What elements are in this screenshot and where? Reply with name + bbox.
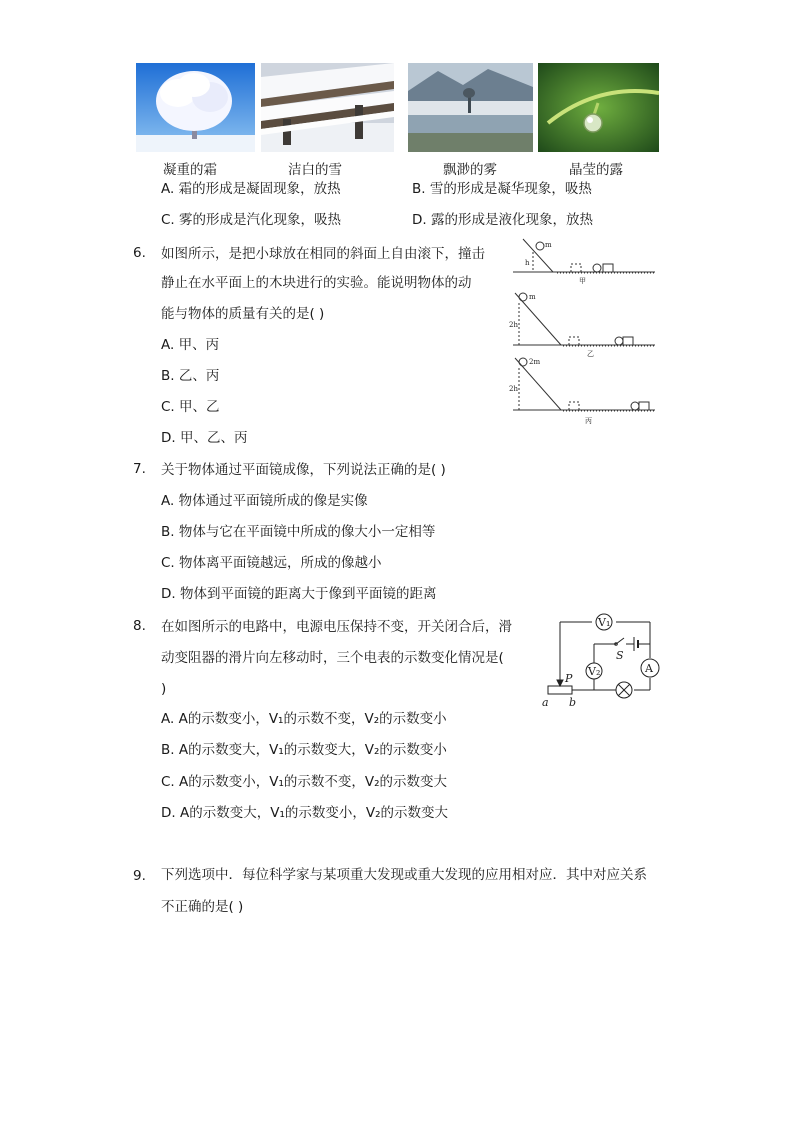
dew-caption: 晶莹的露	[569, 162, 623, 178]
circuit-diagram	[538, 612, 666, 710]
fog-caption: 飘渺的雾	[443, 162, 497, 178]
q8-number: 8.	[133, 618, 146, 634]
q8-stem-line2: 动变阻器的滑片向左移动时，三个电表的示数变化情况是(	[161, 650, 504, 666]
q7-option-d[interactable]: D. 物体到平面镜的距离大于像到平面镜的距离	[161, 586, 437, 602]
q5-option-a[interactable]: A. 霜的形成是凝固现象，放热	[161, 181, 341, 197]
q7-number: 7.	[133, 461, 146, 477]
q7-option-b[interactable]: B. 物体与它在平面镜中所成的像大小一定相等	[161, 524, 436, 540]
fog-lake-photo	[408, 63, 533, 152]
q6-stem-line2: 静止在水平面上的木块进行的实验。能说明物体的动	[161, 275, 472, 291]
fig-label-yi: 乙	[587, 350, 594, 358]
q9-stem-line1: 下列选项中．每位科学家与某项重大发现或重大发现的应用相对应．其中对应关系	[161, 867, 647, 883]
fig-label-2h-1: 2h	[509, 321, 518, 329]
v1-label: V₁	[598, 616, 611, 629]
q7-option-a[interactable]: A. 物体通过平面镜所成的像是实像	[161, 493, 368, 509]
frost-photo	[136, 63, 255, 152]
q6-option-a[interactable]: A. 甲、丙	[161, 337, 220, 353]
q8-option-c[interactable]: C. A的示数变小，V₁的示数不变，V₂的示数变大	[161, 774, 448, 790]
frost-caption: 凝重的霜	[163, 162, 217, 178]
snow-caption: 洁白的雪	[288, 162, 342, 178]
fig-label-m-1: m	[545, 241, 552, 249]
q8-option-a[interactable]: A. A的示数变小，V₁的示数不变，V₂的示数变小	[161, 711, 447, 727]
q5-option-d[interactable]: D. 露的形成是液化现象，放热	[412, 212, 593, 228]
q9-stem-line2: 不正确的是( )	[161, 899, 244, 915]
q7-stem: 关于物体通过平面镜成像，下列说法正确的是( )	[161, 462, 446, 478]
fig-label-jia: 甲	[579, 277, 586, 285]
fig-label-2h-2: 2h	[509, 385, 518, 393]
q7-option-c[interactable]: C. 物体离平面镜越远，所成的像越小	[161, 555, 382, 571]
q5-option-c[interactable]: C. 雾的形成是汽化现象，吸热	[161, 212, 342, 228]
snow-bench-photo	[261, 63, 394, 152]
slider-label-p: P	[565, 672, 573, 685]
dew-photo	[538, 63, 659, 152]
q6-option-b[interactable]: B. 乙、丙	[161, 368, 220, 384]
fig-label-h: h	[525, 259, 530, 267]
q6-stem-line1: 如图所示，是把小球放在相同的斜面上自由滚下，撞击	[161, 246, 485, 262]
endpoint-a: a	[542, 696, 549, 709]
q9-number: 9.	[133, 868, 146, 884]
q6-stem-line3: 能与物体的质量有关的是( )	[161, 306, 325, 322]
q8-stem-line3: )	[161, 681, 167, 697]
q6-number: 6.	[133, 245, 146, 261]
endpoint-b: b	[569, 696, 577, 709]
q8-stem-line1: 在如图所示的电路中，电源电压保持不变，开关闭合后，滑	[161, 619, 512, 635]
switch-label: S	[616, 649, 624, 662]
v2-label: V₂	[588, 665, 601, 678]
fig-label-m-2: m	[529, 293, 536, 301]
q8-option-b[interactable]: B. A的示数变大，V₁的示数变大，V₂的示数变小	[161, 742, 447, 758]
q6-option-d[interactable]: D. 甲、乙、丙	[161, 430, 248, 446]
ammeter-label: A	[645, 662, 653, 675]
q6-option-c[interactable]: C. 甲、乙	[161, 399, 220, 415]
q5-option-b[interactable]: B. 雪的形成是凝华现象，吸热	[412, 181, 592, 197]
fig-label-2m: 2m	[529, 358, 541, 366]
q8-option-d[interactable]: D. A的示数变大，V₁的示数变小，V₂的示数变大	[161, 805, 449, 821]
incline-experiment-figure	[505, 235, 660, 427]
fig-label-bing: 丙	[585, 417, 592, 425]
